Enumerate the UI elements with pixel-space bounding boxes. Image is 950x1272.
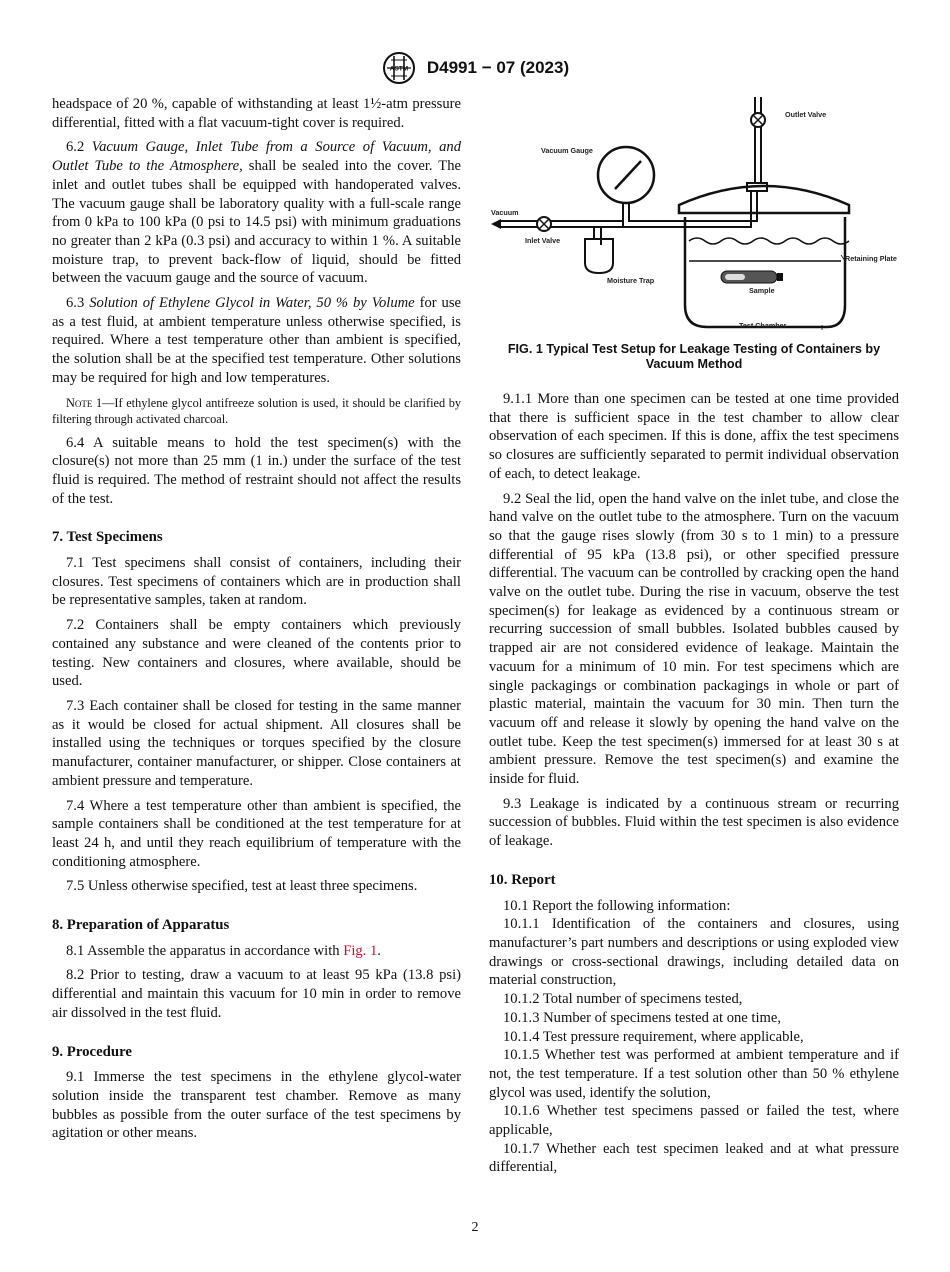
paragraph-6-2: 6.2 Vacuum Gauge, Inlet Tube from a Source of Vacuum, and Outlet Tube to the Atmosphere, shall be sealed into the cover. The inlet and outlet tubes shall be equipped with handoperated valves. The vacuum gauge shall be laboratory quality with a full-scale range from 0 kPa to 100 kPa (0 psi to 14.5 psi) with minimum graduations no greater than 2 kPa (0.3 psi) and accuracy to within 1 %. A suitable moisture trap, to prevent back-flow of liquid, should be fitted between the vacuum gauge and the source of vacuum. xyxy=(52,139,461,287)
inlet-valve-icon xyxy=(537,217,551,231)
paragraph-10-1-3: 10.1.3 Number of specimens tested at one time, xyxy=(503,1009,782,1026)
paragraph-7-1: 7.1 Test specimens shall consist of containers, including their closures. Test specimens of containers which are in production shall be representative samples, taken at random. xyxy=(52,555,461,609)
sample-icon xyxy=(721,271,783,283)
paragraph-10-1-1: 10.1.1 Identification of the containers and closures, using manufacturer’s part numbers and descriptions or using exploded view drawings or cross-sectional drawings, including detailed data on material construction, xyxy=(489,916,899,989)
test-setup-diagram xyxy=(489,95,899,330)
paragraph-10-1: 10.1 Report the following information: xyxy=(503,897,731,914)
paragraph-10-1-2: 10.1.2 Total number of specimens tested, xyxy=(503,991,743,1008)
note-1: Note 1—If ethylene glycol antifreeze solution is used, it should be clarified by filtering through activated charcoal. xyxy=(52,395,461,426)
label-outlet-valve: Outlet Valve xyxy=(785,110,827,119)
paragraph-10-1-6: 10.1.6 Whether test specimens passed or failed the test, where applicable, xyxy=(489,1103,899,1139)
label-vacuum: Vacuum xyxy=(491,208,519,217)
label-inlet-valve: Inlet Valve xyxy=(525,236,561,245)
label-test-chamber: Test Chamber xyxy=(739,321,787,330)
section-heading-7: 7. Test Specimens xyxy=(52,529,163,546)
figure-1 xyxy=(489,95,899,330)
paragraph-7-2: 7.2 Containers shall be empty containers which previously contained any substance and were cleaned of the contents prior to testing. New containers and closures, where available, should be used. xyxy=(52,617,461,690)
paragraph-9-1-1: 9.1.1 More than one specimen can be tested at one time provided that there is sufficient space in the test chamber to allow clear observation of each specimen. If this is done, affix the test specimens so closures are sufficiently separated to permit individual observation of each, to detect leakage. xyxy=(489,391,899,482)
label-retaining-plate: Retaining Plate xyxy=(845,254,897,263)
paragraph-10-1-4: 10.1.4 Test pressure requirement, where applicable, xyxy=(503,1028,804,1045)
outlet-valve-icon xyxy=(751,113,765,127)
paragraph-6-4: 6.4 A suitable means to hold the test specimen(s) with the closure(s) not more than 25 mm (1 in.) under the surface of the test fluid is required. The method of restraint should not affect the results of the test. xyxy=(52,434,461,507)
svg-text:ASTM: ASTM xyxy=(389,65,409,73)
paragraph-7-4: 7.4 Where a test temperature other than ambient is specified, the sample containers shall be conditioned at the test temperature for at least 24 h, and until they reach equilibrium of temperature with the conditioning atmosphere. xyxy=(52,797,461,870)
label-sample: Sample xyxy=(749,286,775,295)
section-heading-8: 8. Preparation of Apparatus xyxy=(52,917,230,934)
section-heading-9: 9. Procedure xyxy=(52,1043,132,1060)
label-moisture-trap: Moisture Trap xyxy=(607,276,655,285)
paragraph-6-3: 6.3 Solution of Ethylene Glycol in Water, 50 % by Volume for use as a test fluid, at ambient temperature unless otherwise specified, is required. Where a test temperature other than ambient is specified, the solution shall be at the specified test temperature. Other solutions may be required for high and low temperatures. xyxy=(52,295,462,386)
document-designation: D4991 − 07 (2023) xyxy=(426,58,570,77)
section-heading-10: 10. Report xyxy=(489,871,556,888)
label-vacuum-gauge: Vacuum Gauge xyxy=(541,146,593,155)
paragraph-8-2: 8.2 Prior to testing, draw a vacuum to at least 95 kPa (13.8 psi) differential and maintain this vacuum for 10 min in order to remove air dissolved in the test fluid. xyxy=(52,967,461,1021)
paragraph-9-2: 9.2 Seal the lid, open the hand valve on the inlet tube, and close the hand valve on the outlet tube to the atmosphere. Turn on the vacuum so that the gauge rises slowly (from 30 s to 1 min) to a pressure differential of 95 kPa (13.8 psi), or other specified pressure differential. The vacuum can be controlled by cracking open the hand valve on the outlet tube. During the rise in vacuum, observe the test specimen(s) for leakage as evidenced by a continuous stream or recurring succession of small bubbles. Isolated bubbles caused by trapped air are not considered evidence of leakage. Maintain the vacuum for a minimum of 10 min. For test specimens which are single packagings or combination packagings in whole or part of plastic material, maintain the vacuum for 30 min. Then turn the vacuum off and release it slowly by opening the hand valve on the outlet tube. Keep the test specimen(s) immersed for at least 30 s at ambient pressure. Remove the test specimen(s) and examine the inside for fluid. xyxy=(489,490,899,788)
figure-caption: FIG. 1 Typical Test Setup for Leakage Testing of Containers by Vacuum Method xyxy=(507,342,881,371)
paragraph-7-3: 7.3 Each container shall be closed for testing in the same manner as it would be closed for actual shipment. All closures shall be installed using the techniques or torques specified by the closure manufacturer, container manufacturer, or shipper. Close containers at ambient pressure and temperature. xyxy=(52,697,461,789)
fig-1-link[interactable]: Fig. 1 xyxy=(343,942,378,959)
page-header xyxy=(0,50,950,86)
page-number: 2 xyxy=(471,1220,479,1235)
paragraph-10-1-5: 10.1.5 Whether test was performed at ambient temperature and if not, the test temperature. If a test solution other than 50 % ethylene glycol was used, identify the solution, xyxy=(489,1047,899,1101)
left-column xyxy=(52,95,461,1149)
paragraph-9-1: 9.1 Immerse the test specimens in the ethylene glycol-water solution inside the transparent test chamber. Remove as many bubbles as possible from the outer surface of the test specimens by agitation or other means. xyxy=(52,1069,461,1142)
paragraph-9-3: 9.3 Leakage is indicated by a continuous stream or recurring succession of bubbles. Fluid within the test specimen is also evidence of leakage. xyxy=(489,795,899,850)
paragraph-6-1-continued: headspace of 20 %, capable of withstanding at least 1½-atm pressure differential, fitted with a flat vacuum-tight cover is required. xyxy=(52,96,461,131)
right-column xyxy=(489,95,899,1177)
paragraph-8-1: 8.1 Assemble the apparatus in accordance with Fig. 1. xyxy=(66,942,381,959)
vacuum-arrow-icon xyxy=(491,219,501,229)
paragraph-10-1-7: 10.1.7 Whether each test specimen leaked and at what pressure differential, xyxy=(489,1140,899,1176)
astm-logo-icon xyxy=(381,51,417,85)
paragraph-7-5: 7.5 Unless otherwise specified, test at least three specimens. xyxy=(66,878,418,895)
